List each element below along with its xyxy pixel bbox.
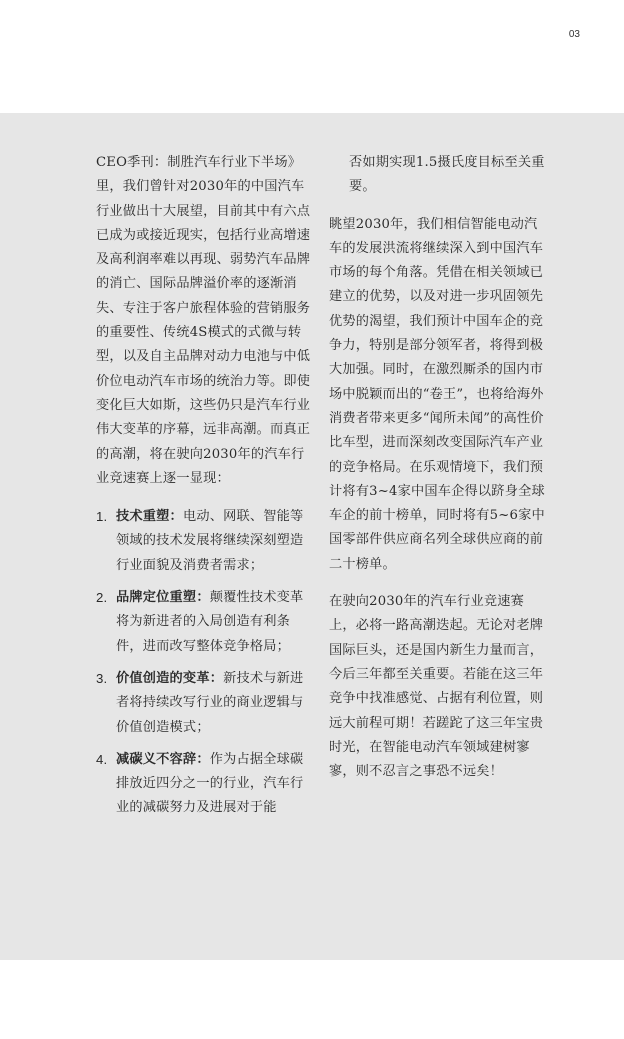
- list-lead: 技术重塑：: [116, 509, 183, 525]
- change-list: [96, 505, 314, 821]
- list-lead: 价值创造的变革：: [116, 670, 224, 686]
- list-item: [96, 667, 314, 740]
- list-number: 3.: [96, 670, 108, 686]
- list-item: [96, 748, 314, 821]
- list-item: [96, 586, 314, 659]
- list-number: 1.: [96, 509, 108, 525]
- list-text: 作为占据全球碳排放近四分之一的行业，汽车行业的减碳努力及进展对于能: [116, 751, 304, 816]
- list-text: 颠覆性技术变革将为新进者的入局创造有利条件，进而改写整体竞争格局；: [116, 590, 304, 654]
- list-text: 新技术与新进者将持续改写行业的商业逻辑与价值创造模式；: [116, 670, 304, 735]
- list-lead: 品牌定位重塑：: [116, 590, 210, 606]
- intro-paragraph: CEO季刊：制胜汽车行业下半场》里，我们曾针对2030年的中国汽车行业做出十大展望，目前其中有六点已成为或接近现实，包括行业高增速及高利润率难以再现、弱势汽车品牌的消亡、国际品牌溢价率的逐渐消失、专注于客户旅程体验的营销服务的重要性、传统4S模式的式微与转型，以及自主品牌对动力电池与中低价位电动汽车市场的统治力等。即使变化巨大如斯，这些仍只是汽车行业伟大变革的序幕，远非高潮。而真正的高潮，将在驶向2030年的汽车行业竞速赛上逐一显现：: [96, 155, 311, 486]
- outlook-paragraph: 眺望2030年，我们相信智能电动汽车的发展洪流将继续深入到中国汽车市场的每个角落。凭借在相关领域已建立的优势，以及对进一步巩固领先优势的渴望，我们预计中国车企的竞争力，特别是部分领军者，将得到极大加强。同时，在激烈厮杀的国内市场中脱颖而出的“卷王”，也将给海外消费者带来更多“闻所未闻”的高性价比车型，进而深刻改变国际汽车产业的竞争格局。在乐观情境下，我们预计将有3~4家中国车企得以跻身全球车企的前十榜单，同时将有5~6家中国零部件供应商名列全球供应商的前二十榜单。: [329, 216, 545, 572]
- left-column: [96, 151, 314, 829]
- page-number: 03: [568, 29, 580, 40]
- list-number: 4.: [96, 751, 108, 767]
- list-item: [96, 505, 314, 578]
- conclusion-paragraph: 在驶向2030年的汽车行业竞速赛上，必将一路高潮迭起。无论对老牌国际巨头，还是国内新生力量而言，今后三年都至关重要。若能在这三年竞争中找准感觉、占据有利位置，则远大前程可期！若蹉跎了这三年宝贵时光，在智能电动汽车领域建树寥寥，则不忍言之事恐不远矣！: [329, 594, 544, 780]
- list-text: 电动、网联、智能等领域的技术发展将继续深刻塑造行业面貌及消费者需求；: [116, 509, 304, 573]
- right-column: [329, 151, 549, 797]
- list-number: 2.: [96, 590, 108, 606]
- list-lead: 减碳义不容辞：: [116, 751, 210, 767]
- continuation-paragraph: 否如期实现1.5摄氏度目标至关重要。: [349, 155, 545, 195]
